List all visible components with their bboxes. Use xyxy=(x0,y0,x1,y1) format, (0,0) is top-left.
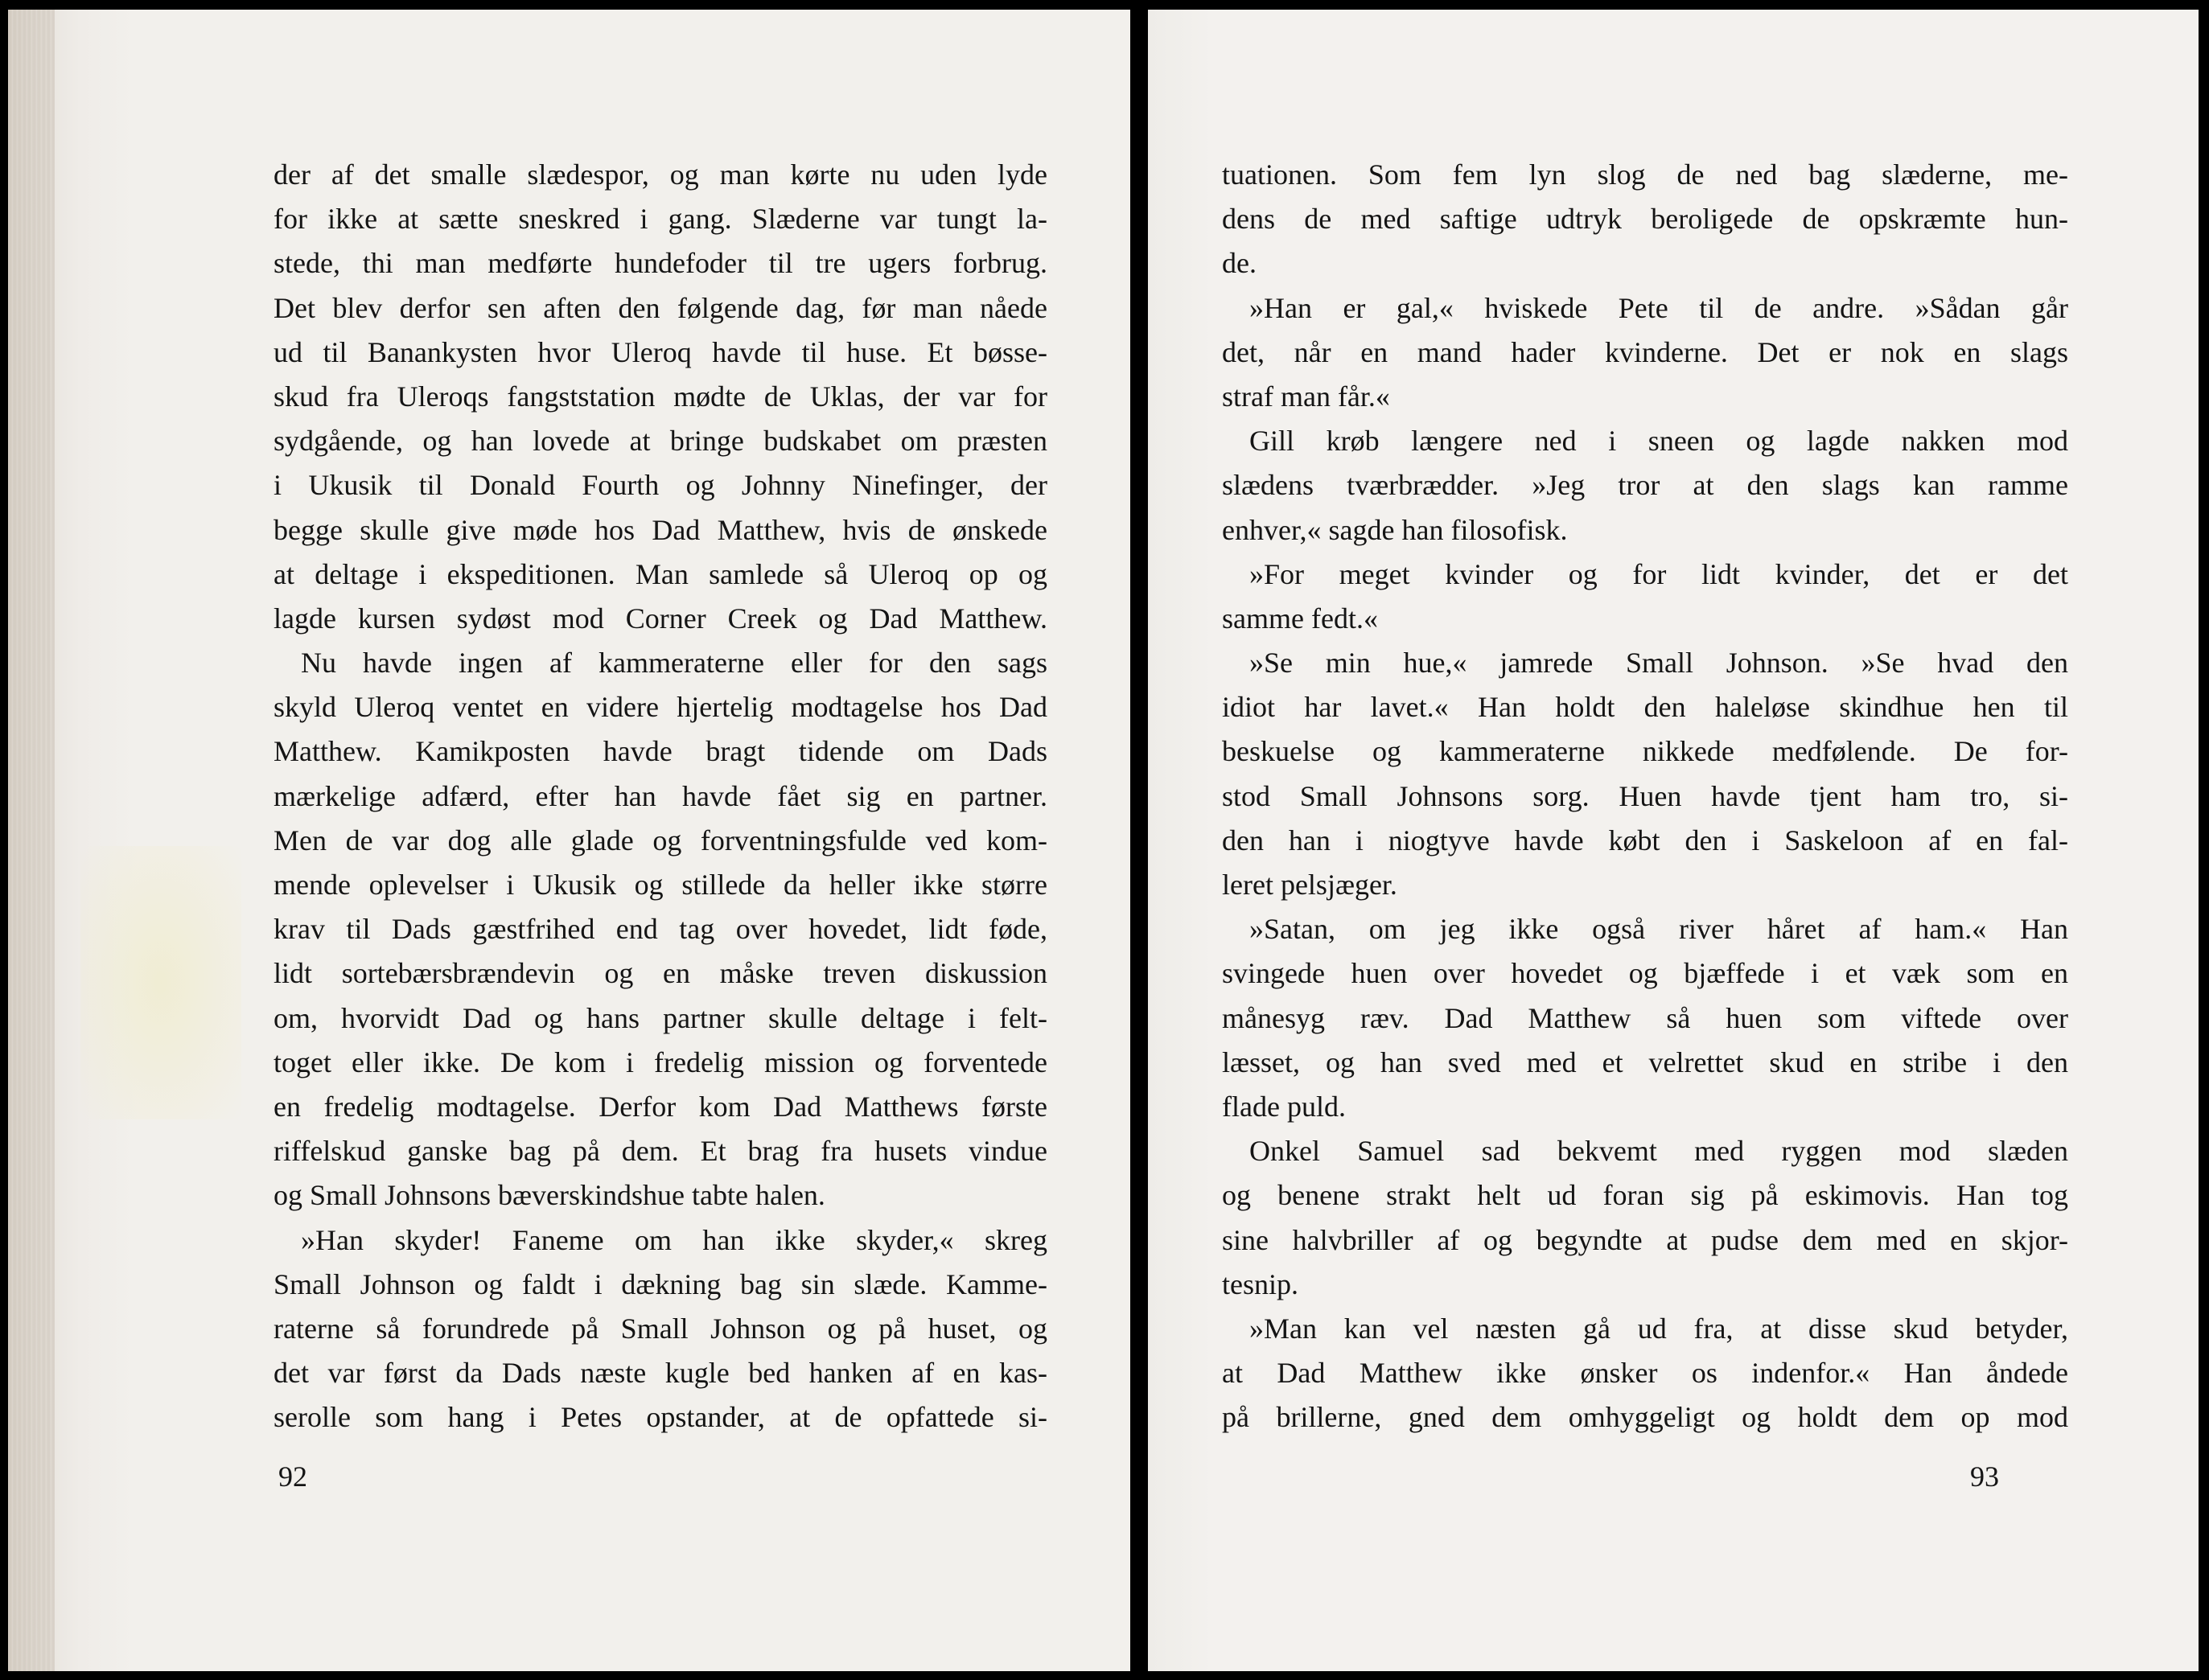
text-line: »Man kan vel næsten gå ud fra, at disse skud betyder, xyxy=(1249,1312,2068,1345)
text-line: det var først da Dads næste kugle bed hanken af en kas- xyxy=(274,1357,1047,1390)
text-line: og Small Johnsons bæverskindshue tabte halen. xyxy=(274,1179,825,1212)
text-line: Matthew. Kamikposten havde bragt tidende om Dads xyxy=(274,735,1047,768)
text-line: de. xyxy=(1222,247,1257,280)
text-line: en fredelig modtagelse. Derfor kom Dad Matthews første xyxy=(274,1090,1047,1123)
text-line: toget eller ikke. De kom i fredelig mission og forventede xyxy=(274,1045,1047,1078)
text-line: stede, thi man medførte hundefoder til tre ugers forbrug. xyxy=(274,247,1047,280)
right-page xyxy=(1148,10,2199,1671)
text-line: månesyg ræv. Dad Matthew så huen som viftede over xyxy=(1222,1001,2068,1034)
text-line: riffelskud ganske bag på dem. Et brag fra husets vindue xyxy=(274,1135,1047,1168)
text-line: for ikke at sætte sneskred i gang. Slæderne var tungt la- xyxy=(274,203,1047,236)
text-line: raterne så forundrede på Small Johnson og på huset, og xyxy=(274,1312,1047,1345)
text-line: idiot har lavet.« Han holdt den haleløse skindhue hen til xyxy=(1222,691,2068,724)
text-line: om, hvorvidt Dad og hans partner skulle deltage i felt- xyxy=(274,1001,1047,1034)
text-line: Men de var dog alle glade og forventningsfulde ved kom- xyxy=(274,824,1047,856)
text-line: ud til Banankysten hvor Uleroq havde til huse. Et bøsse- xyxy=(274,335,1047,368)
text-line: i Ukusik til Donald Fourth og Johnny Ninefinger, der xyxy=(274,469,1047,502)
left-page-text xyxy=(274,153,1047,1440)
text-line: mærkelige adfærd, efter han havde fået sig en partner. xyxy=(274,779,1047,812)
text-line: »Satan, om jeg ikke også river håret af ham.« Han xyxy=(1249,913,2068,946)
paper-stain xyxy=(80,846,241,1119)
text-line: Small Johnson og faldt i dækning bag sin slæde. Kamme- xyxy=(274,1267,1047,1300)
text-line: leret pelsjæger. xyxy=(1222,869,1397,901)
text-line: Gill krøb længere ned i sneen og lagde nakken mod xyxy=(1249,425,2068,458)
text-line: på brillerne, gned dem omhyggeligt og holdt dem op mod xyxy=(1222,1401,2068,1434)
text-line: Onkel Samuel sad bekvemt med ryggen mod slæden xyxy=(1249,1135,2068,1168)
text-line: det, når en mand hader kvinderne. Det er nok en slags xyxy=(1222,335,2068,368)
right-page-text xyxy=(1222,153,2068,1440)
text-line: serolle som hang i Petes opstander, at de opfattede si- xyxy=(274,1401,1047,1434)
text-line: beskuelse og kammeraterne nikkede medfølende. De for- xyxy=(1222,735,2068,768)
text-line: sine halvbriller af og begyndte at pudse dem med en skjor- xyxy=(1222,1223,2068,1256)
right-page-number: 93 xyxy=(1970,1460,1999,1493)
text-line: straf man får.« xyxy=(1222,380,1390,413)
text-line: skud fra Uleroqs fangststation mødte de Uklas, der var for xyxy=(274,380,1047,413)
text-line: stod Small Johnsons sorg. Huen havde tjent ham tro, si- xyxy=(1222,779,2068,812)
text-line: enhver,« sagde han filosofisk. xyxy=(1222,513,1568,546)
text-line: at deltage i ekspeditionen. Man samlede så Uleroq op og xyxy=(274,557,1047,590)
text-line: »Han er gal,« hviskede Pete til de andre. »Sådan går xyxy=(1249,291,2068,324)
text-line: »Han skyder! Faneme om han ikke skyder,« skreg xyxy=(301,1223,1047,1256)
text-line: krav til Dads gæstfrihed end tag over hovedet, lidt føde, xyxy=(274,913,1047,946)
text-line: »For meget kvinder og for lidt kvinder, det er det xyxy=(1249,557,2068,590)
text-line: »Se min hue,« jamrede Small Johnson. »Se hvad den xyxy=(1249,647,2068,680)
text-line: skyld Uleroq ventet en videre hjertelig modtagelse hos Dad xyxy=(274,691,1047,724)
page-edge xyxy=(8,10,55,1671)
text-line: dens de med saftige udtryk beroligede de opskræmte hun- xyxy=(1222,203,2068,236)
text-line: Det blev derfor sen aften den følgende dag, før man nåede xyxy=(274,291,1047,324)
text-line: lagde kursen sydøst mod Corner Creek og Dad Matthew. xyxy=(274,602,1047,635)
text-line: sydgående, og han lovede at bringe budskabet om præsten xyxy=(274,425,1047,458)
text-line: tesnip. xyxy=(1222,1267,1298,1300)
left-page-number: 92 xyxy=(278,1460,307,1493)
text-line: svingede huen over hovedet og bjæffede i et væk som en xyxy=(1222,957,2068,990)
text-line: begge skulle give møde hos Dad Matthew, hvis de ønskede xyxy=(274,513,1047,546)
text-line: samme fedt.« xyxy=(1222,602,1378,635)
text-line: flade puld. xyxy=(1222,1090,1346,1123)
text-line: slædens tværbrædder. »Jeg tror at den slags kan ramme xyxy=(1222,469,2068,502)
text-line: lidt sortebærsbrændevin og en måske treven diskussion xyxy=(274,957,1047,990)
text-line: at Dad Matthew ikke ønsker os indenfor.« Han åndede xyxy=(1222,1357,2068,1390)
text-line: læsset, og han sved med et velrettet skud en stribe i den xyxy=(1222,1045,2068,1078)
text-line: der af det smalle slædespor, og man kørte nu uden lyde xyxy=(274,158,1047,191)
text-line: og benene strakt helt ud foran sig på eskimovis. Han tog xyxy=(1222,1179,2068,1212)
text-line: den han i niogtyve havde købt den i Saskeloon af en fal- xyxy=(1222,824,2068,856)
text-line: tuationen. Som fem lyn slog de ned bag slæderne, me- xyxy=(1222,158,2068,191)
text-line: mende oplevelser i Ukusik og stillede da heller ikke større xyxy=(274,869,1047,901)
left-page xyxy=(8,10,1130,1671)
text-line: Nu havde ingen af kammeraterne eller for den sags xyxy=(301,647,1047,680)
